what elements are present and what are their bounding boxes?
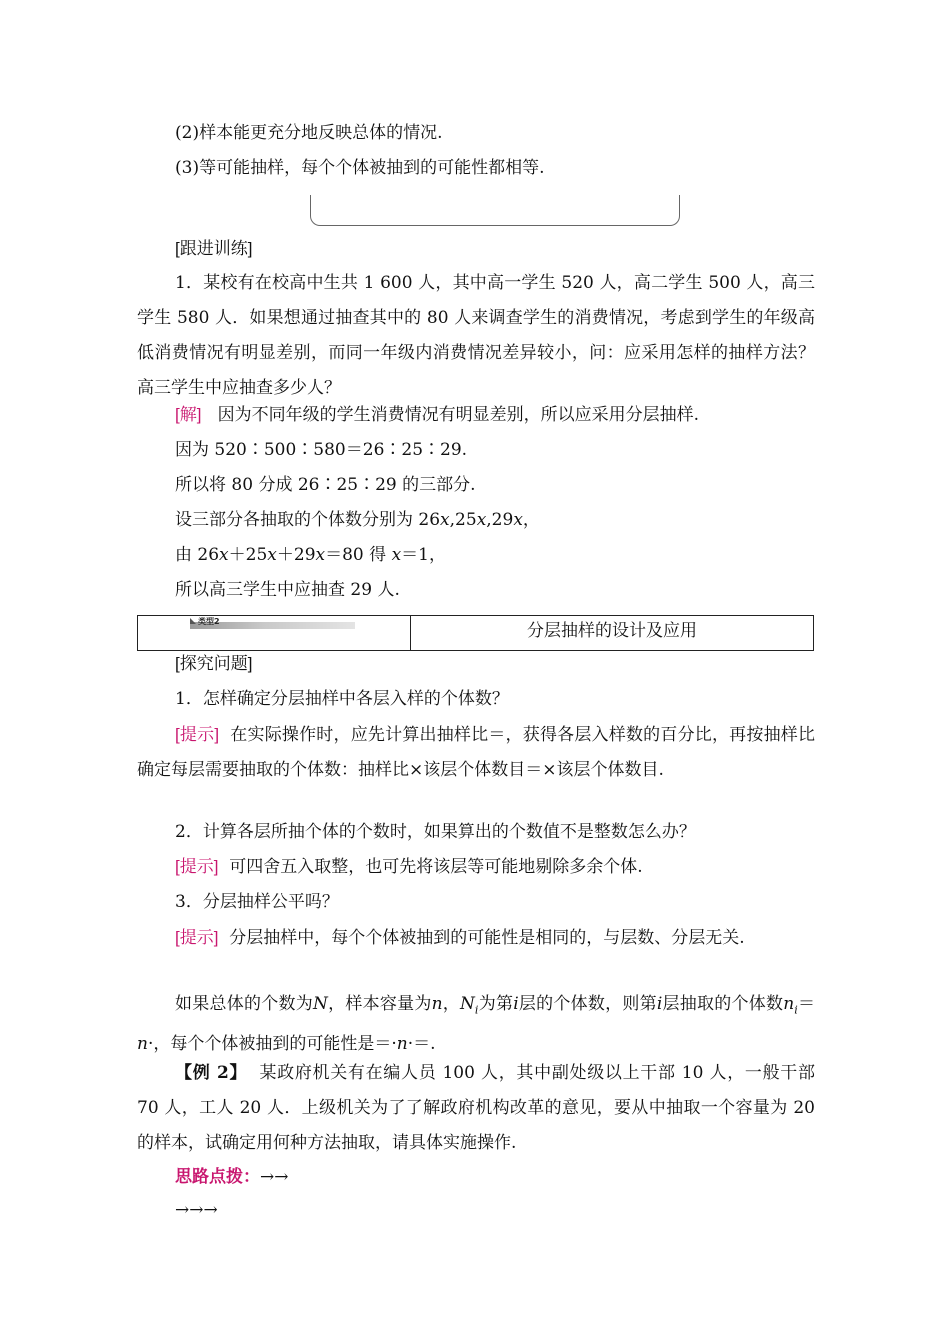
solution-text-1: 因为不同年级的学生消费情况有明显差别，所以应采用分层抽样. bbox=[217, 405, 700, 425]
intro-point-2: (2)样本能更充分地反映总体的情况. bbox=[175, 123, 443, 143]
explore-question-1: 1．怎样确定分层抽样中各层入样的个体数？ bbox=[175, 689, 509, 709]
explore-answer-2: [提示] 可四舍五入取整，也可先将该层等可能地剔除多余个体. bbox=[175, 857, 643, 877]
example-hint-line bbox=[175, 1165, 289, 1189]
section-title: 分层抽样的设计及应用 bbox=[527, 621, 697, 640]
bracket-divider bbox=[310, 195, 680, 226]
solution-tag: [解] bbox=[175, 405, 202, 424]
solution-line-5: 由 26x＋25x＋29x＝80 得 x＝1， bbox=[175, 545, 446, 565]
explore-answer-3: [提示] 分层抽样中，每个个体被抽到的可能性是相同的，与层数、分层无关. bbox=[175, 928, 745, 948]
practice-heading: [跟进训练] bbox=[175, 239, 253, 258]
type-label: 类型2 bbox=[198, 617, 220, 626]
explore-question-2: 2．计算各层所抽个体的个数时，如果算出的个数值不是整数怎么办？ bbox=[175, 822, 696, 842]
explore-note: 如果总体的个数为N，样本容量为n，$N_i$为第i层的个体数，则第i层抽取的个体数$n_i=n\cdot$，每个个体被抽到的可能性是＝·n·＝. bbox=[137, 994, 816, 1055]
solution-line-4: 设三部分各抽取的个体数分别为 26x,25x,29x， bbox=[175, 510, 540, 530]
practice-problem-1: 1．某校有在校高中生共 1 600 人，其中高一学生 520 人，高二学生 500 人，高三学生 580 人．如果想通过抽查其中的 80 人来调查学生的消费情况，考虑到学生的年级高低消费情况有明显差别，而同一年级内消费情况差异较小，问：应采用怎样的抽样方法？高三学生中应抽查多少人？ bbox=[137, 273, 815, 398]
section-header-table bbox=[137, 615, 814, 651]
solution-line-3: 所以将 80 分成 26∶25∶29 的三部分. bbox=[175, 475, 476, 495]
intro-point-3: (3)等可能抽样，每个个体被抽到的可能性都相等. bbox=[175, 158, 545, 178]
explore-heading: [探究问题] bbox=[175, 654, 253, 673]
example-hint-arrows-1: →→ bbox=[260, 1167, 289, 1187]
solution-line-1 bbox=[175, 403, 699, 427]
example-2 bbox=[137, 1056, 815, 1161]
example-text: 某政府机关有在编人员 100 人，其中副处级以上干部 10 人，一般干部 70 人，工人 20 人．上级机关为了了解政府机构改革的意见，要从中抽取一个容量为 20 的样本，试确定用何种方法抽取，请具体实施操作. bbox=[137, 1063, 815, 1153]
hint-tag-1: [提示] bbox=[175, 725, 220, 744]
type-banner-mark-icon bbox=[190, 618, 196, 624]
solution-line-2: 因为 520∶500∶580＝26∶25∶29. bbox=[175, 440, 468, 460]
section-type-cell bbox=[138, 616, 411, 650]
explore-question-3: 3．分层抽样公平吗？ bbox=[175, 892, 339, 912]
hint-tag-3: [提示] bbox=[175, 928, 219, 947]
example-tag: 【例 2】 bbox=[175, 1063, 248, 1083]
solution-line-6: 所以高三学生中应抽查 29 人. bbox=[175, 580, 400, 600]
example-hint-label: 思路点拨： bbox=[175, 1167, 260, 1186]
hint-tag-2: [提示] bbox=[175, 857, 219, 876]
explore-answer-1: [提示] 在实际操作时，应先计算出抽样比＝，获得各层入样数的百分比，再按抽样比确定每层需要抽取的个体数：抽样比×该层个体数目＝×该层个体数目. bbox=[137, 725, 815, 780]
example-hint-arrows-2: →→→ bbox=[175, 1200, 218, 1220]
